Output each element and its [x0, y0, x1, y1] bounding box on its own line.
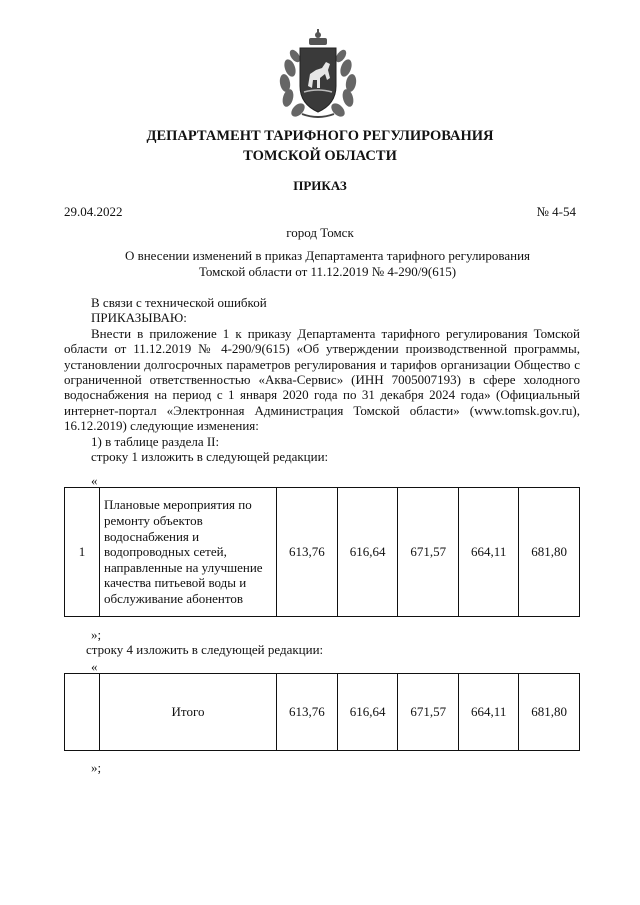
coat-of-arms-emblem [272, 28, 364, 122]
order-word: ПРИКАЗЫВАЮ: [91, 310, 187, 326]
row-name: Итого [100, 674, 277, 751]
row4-instruction-block [64, 642, 580, 657]
document-type: ПРИКАЗ [293, 178, 347, 193]
value-2024: 681,80 [519, 674, 580, 751]
subject-line1: О внесении изменений в приказ Департамента тарифного регулирования [124, 248, 531, 263]
row4-instruction: строку 4 изложить в следующей редакции: [86, 642, 324, 657]
value-2023: 664,11 [459, 674, 519, 751]
value-2020: 613,76 [277, 674, 338, 751]
open-quote-2: « [91, 659, 98, 674]
reason-line: В связи с технической ошибкой [91, 295, 267, 310]
department-title-line1: ДЕПАРТАМЕНТ ТАРИФНОГО РЕГУЛИРОВАНИЯ [146, 128, 494, 144]
close-quote-2: »; [91, 760, 102, 775]
document-number: № 4-54 [536, 204, 576, 219]
row1-instruction: строку 1 изложить в следующей редакции: [91, 449, 329, 465]
subject-line2: Томской области от 11.12.2019 № 4-290/9(615) [198, 264, 457, 279]
department-title [60, 126, 580, 166]
table-row-4 [64, 673, 580, 751]
value-2021: 616,64 [337, 674, 398, 751]
row-number [65, 674, 100, 751]
value-2024: 681,80 [519, 488, 580, 617]
document-date: 29.04.2022 [64, 204, 123, 219]
row-number: 1 [65, 488, 100, 617]
value-2020: 613,76 [277, 488, 338, 617]
document-city: город Томск [286, 225, 354, 240]
open-quote-1: « [91, 473, 98, 488]
department-title-line2: ТОМСКОЙ ОБЛАСТИ [243, 148, 397, 164]
reason-text [64, 295, 580, 464]
value-2022: 671,57 [398, 674, 459, 751]
table-row-1 [64, 487, 580, 617]
value-2023: 664,11 [459, 488, 519, 617]
value-2021: 616,64 [337, 488, 398, 617]
item-1: 1) в таблице раздела II: [91, 433, 220, 449]
value-2022: 671,57 [398, 488, 459, 617]
document-subject [100, 248, 555, 280]
row-name: Плановые мероприятия по ремонту объектов водоснабжения и водопроводных сетей, направленные на улучшение качества питьевой воды и обслуживание абонентов [100, 488, 277, 617]
order-paragraph: Внести в приложение 1 к приказу Департамента тарифного регулирования Томской области от 11.12.2019 № 4-290/9(615) «Об утверждении производственной программы, установлении долгосрочных параметров регулирования и тарифов организации Общество с ограниченной ответственностью «Аква-Сервис» (ИНН 7005007193) в сфере холодного водоснабжения на период с 1 января 2020 года по 31 декабря 2024 года» (Официальный интернет-портал «Электронная Администрация Томской области» (www.tomsk.gov.ru), 16.12.2019) следующие изменения: [64, 325, 580, 434]
close-quote-1: »; [91, 627, 102, 642]
